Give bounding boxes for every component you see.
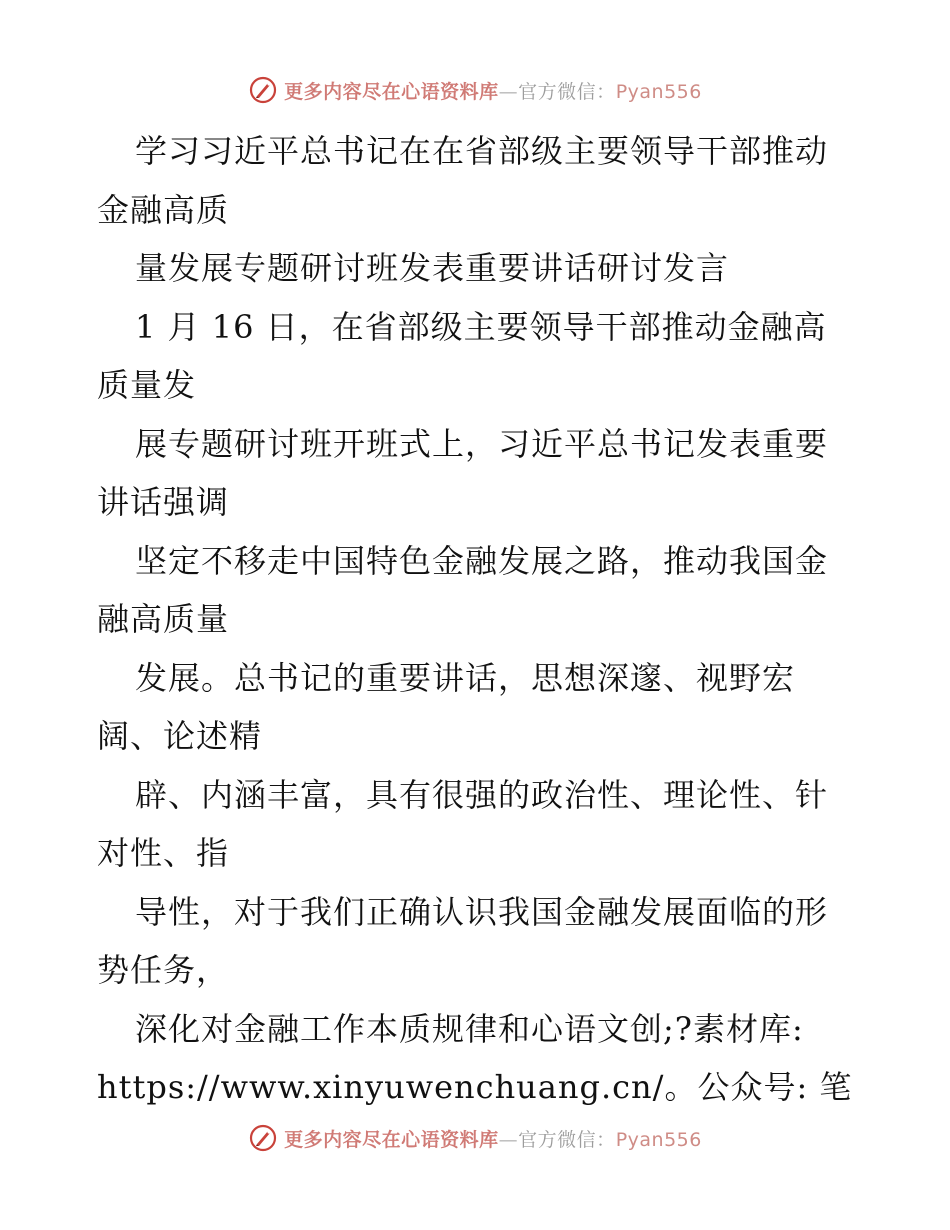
quill-pen-logo-icon [248, 75, 278, 105]
text-line: 深化对金融工作本质规律和心语文创;?素材库: [135, 1009, 804, 1048]
text-line: 质量发 [97, 366, 197, 404]
header-watermark [0, 70, 950, 110]
watermark-official-label: 官方微信： [518, 80, 616, 103]
watermark-dash: — [498, 1128, 519, 1151]
text-line: 量发展专题研讨班发表重要讲话研讨发言 [135, 249, 730, 287]
text-line: 展专题研讨班开班式上，习近平总书记发表重要 [135, 424, 829, 463]
text-line: 发展。总书记的重要讲话，思想深邃、视野宏 [135, 658, 796, 697]
watermark-official-label: 官方微信： [518, 1128, 616, 1151]
text-line: 对性、指 [97, 834, 230, 872]
watermark-text [284, 77, 702, 104]
watermark-text [284, 1125, 702, 1152]
document-body [97, 122, 857, 1117]
text-line: 导性，对于我们正确认识我国金融发展面临的形 [135, 892, 829, 931]
text-line: 阔、论述精 [97, 717, 263, 755]
text-line: 坚定不移走中国特色金融发展之路，推动我国金 [135, 541, 829, 580]
text-line: 金融高质 [97, 190, 230, 229]
quill-pen-logo-icon [248, 1123, 278, 1153]
watermark-brand: 更多内容尽在心语资料库 [284, 1128, 499, 1151]
text-line: 势任务， [97, 951, 230, 989]
watermark-brand: 更多内容尽在心语资料库 [284, 80, 499, 103]
text-line: 学习习近平总书记在在省部级主要领导干部推动 [135, 132, 829, 170]
text-line: https://www.xinyuwenchuang.cn/。公众号: 笔 [97, 1068, 853, 1106]
watermark-dash: — [498, 80, 519, 103]
watermark-wechat-id: Pyan556 [615, 80, 702, 103]
text-line: 辟、内涵丰富，具有很强的政治性、理论性、针 [135, 775, 829, 814]
text-line: 讲话强调 [97, 483, 230, 521]
footer-watermark [0, 1118, 950, 1158]
text-line: 1 月 16 日，在省部级主要领导干部推动金融高 [135, 307, 827, 346]
watermark-wechat-id: Pyan556 [615, 1128, 702, 1151]
text-line: 融高质量 [97, 600, 230, 638]
